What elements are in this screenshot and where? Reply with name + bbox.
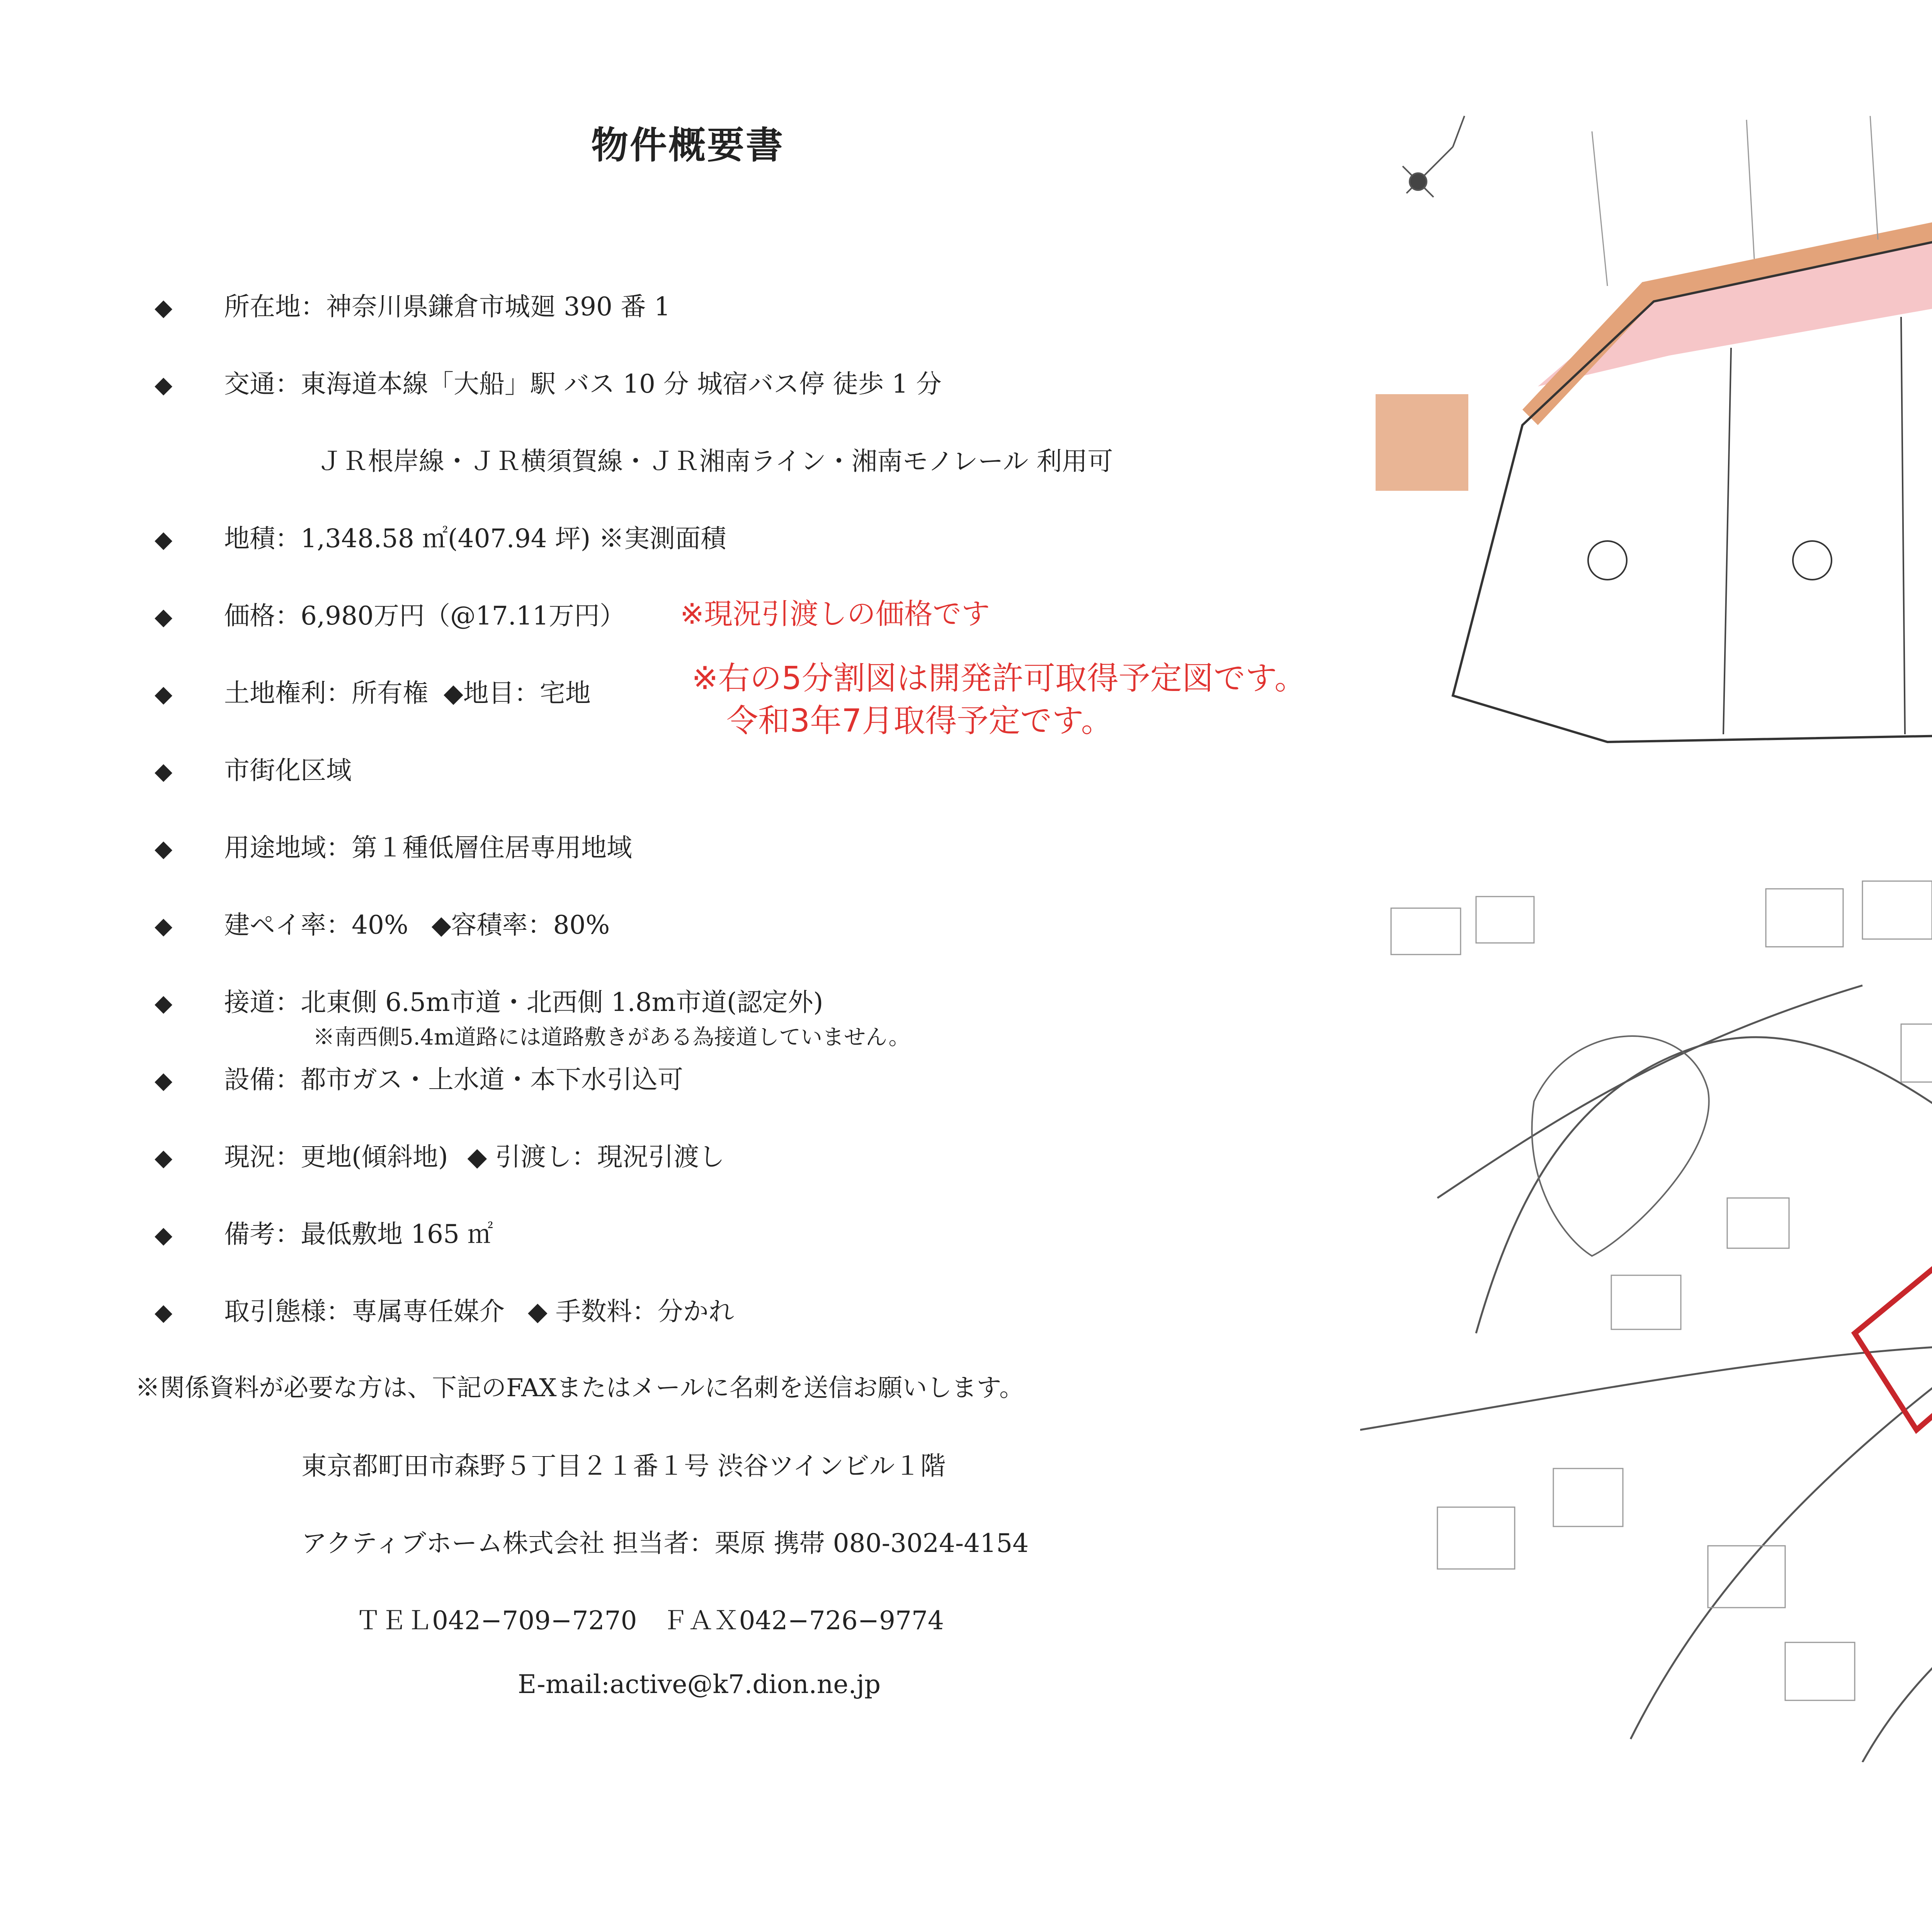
location-map [1360, 850, 1932, 1762]
compass-icon [1403, 116, 1464, 197]
bullet-icon: ◆ [155, 1144, 173, 1171]
bullet-icon: ◆ [155, 912, 173, 939]
bullet-icon: ◆ [155, 526, 173, 553]
road-item [155, 982, 823, 1018]
traffic-text: 交通：東海道本線「大船」駅 バス 10 分 城宿バス停 徒歩 1 分 [224, 369, 942, 399]
footer-notice: ※関係資料が必要な方は、下記のFAXまたはメールに名刺を送信お願いします。 [135, 1374, 1024, 1402]
fee-text: ◆ 手数料：分かれ [528, 1297, 734, 1326]
bullet-icon: ◆ [155, 1222, 173, 1249]
price-item [155, 595, 625, 632]
far-text: ◆容積率：80% [431, 910, 610, 940]
subdivision-plan-diagram [1376, 77, 1932, 850]
lot-markers [1588, 541, 1932, 580]
zoning-text: 用途地域：第１種低層住居専用地域 [224, 833, 632, 863]
footer-address: 東京都町田市森野５丁目２１番１号 渋谷ツインビル１階 [301, 1451, 946, 1481]
footer-email: E-mail:active@k7.dion.ne.jp [518, 1669, 881, 1699]
orange-access-road-west [1376, 394, 1468, 491]
transaction-text: 取引態様：専属専任媒介 [224, 1297, 505, 1326]
bullet-icon: ◆ [155, 294, 173, 321]
bullet-icon: ◆ [155, 371, 173, 398]
coverage-item [155, 904, 610, 941]
dev-note-1: ※右の5分割図は開発許可取得予定図です。 [692, 660, 1306, 697]
bullet-icon: ◆ [155, 835, 173, 862]
price-note: ※現況引渡しの価格です [680, 597, 990, 631]
footer-tel-fax: ＴＥＬ042−709−7270 ＦＡＸ042−726−9774 [355, 1606, 944, 1635]
price-text: 価格：6,980万円（@17.11万円） [224, 601, 625, 631]
road-note: ※南西側5.4m道路には道路敷きがある為接道していません。 [313, 1025, 910, 1050]
zoning-item [155, 827, 632, 864]
urbanization-item [155, 750, 352, 786]
urbanization-text: 市街化区域 [224, 756, 352, 785]
location-item [155, 286, 670, 323]
location-text: 所在地：神奈川県鎌倉市城廻 390 番 1 [224, 292, 670, 322]
remarks-item [155, 1213, 493, 1250]
facilities-item [155, 1059, 683, 1096]
bullet-icon: ◆ [155, 758, 173, 785]
rights-text: 土地権利：所有権 [224, 678, 428, 708]
handover-text: ◆ 引渡し：現況引渡し [467, 1142, 725, 1172]
road-text: 接道：北東側 6.5m市道・北西側 1.8m市道(認定外) [224, 987, 823, 1017]
bullet-icon: ◆ [155, 603, 173, 630]
bullet-icon: ◆ [155, 1299, 173, 1326]
status-text: 現況：更地(傾斜地) [224, 1142, 448, 1172]
dev-note-2: 令和3年7月取得予定です。 [726, 703, 1113, 739]
facilities-text: 設備：都市ガス・上水道・本下水引込可 [224, 1065, 683, 1094]
page-title: 物件概要書 [591, 123, 784, 167]
lot-divisions [1723, 309, 1932, 734]
traffic-sub-text: ＪＲ根岸線・ＪＲ横須賀線・ＪＲ湘南ライン・湘南モノレール 利用可 [317, 446, 1113, 476]
footer-company: アクティブホーム株式会社 担当者：栗原 携帯 080-3024-4154 [301, 1528, 1029, 1558]
coverage-text: 建ペイ率：40% [224, 910, 408, 940]
area-text: 地積：1,348.58 ㎡(407.94 坪) ※実測面積 [224, 524, 726, 553]
transaction-item [155, 1291, 734, 1327]
bullet-icon: ◆ [155, 681, 173, 708]
traffic-item [155, 363, 942, 400]
land-category-text: ◆地目：宅地 [444, 678, 591, 708]
bullet-icon: ◆ [155, 1067, 173, 1094]
remarks-text: 備考：最低敷地 165 ㎡ [224, 1219, 493, 1249]
area-item [155, 518, 726, 555]
bullet-icon: ◆ [155, 990, 173, 1017]
rights-item [155, 672, 591, 709]
status-item [155, 1136, 724, 1173]
